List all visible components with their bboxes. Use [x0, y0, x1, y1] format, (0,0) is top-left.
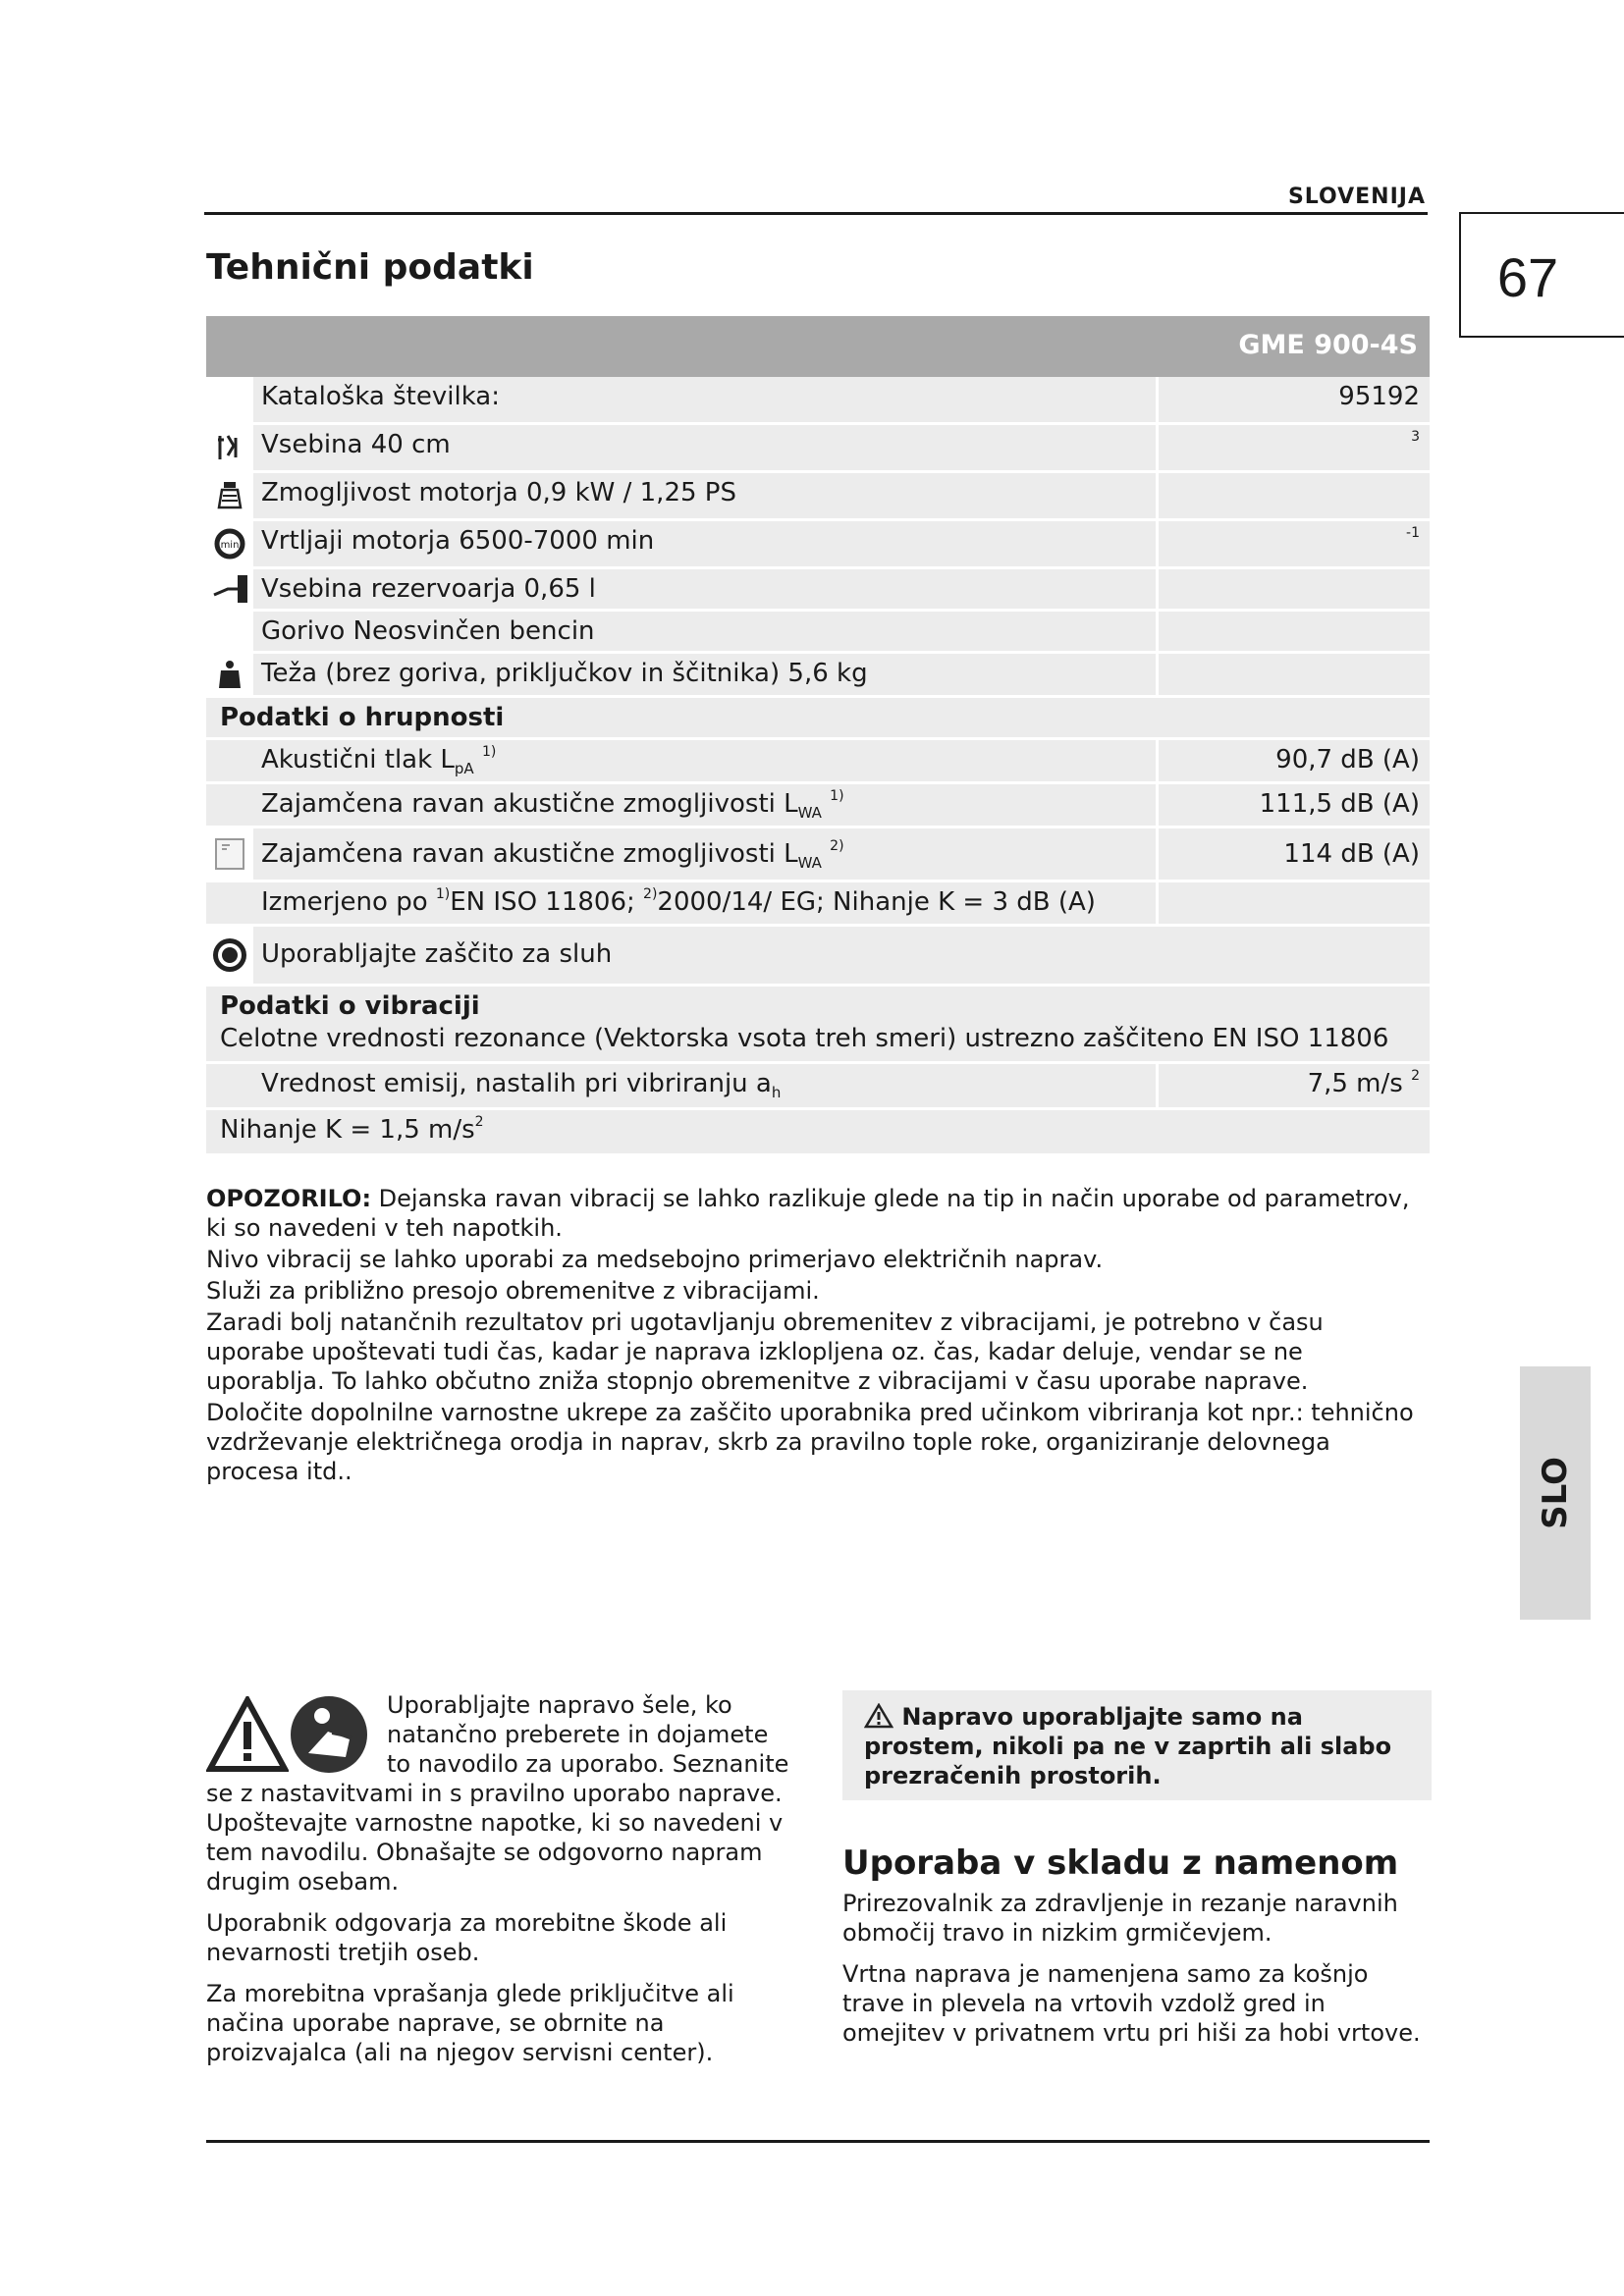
safety-icons: [206, 1690, 379, 1779]
row-label: [253, 784, 1156, 826]
measured-rest: 2000/14/ EG; Nihanje K = 3 dB (A): [657, 887, 1096, 917]
label-sub: WA: [797, 854, 822, 873]
nihanje-label: [206, 1110, 498, 1153]
row-value: 114 dB (A): [1156, 828, 1430, 880]
left-p1: Uporabljajte napravo šele, ko natančno preberete in dojamete to navodilo za uporabo. Seznanite se z nastavitvami in s pravilno uporabo naprave. Upoštevajte varnostne napotke, ki so navedeni v tem navodilu. Obnašajte se odgovorno napram drugim osebam.: [206, 1691, 789, 1896]
tech-data-table: [206, 316, 1430, 1156]
table-row: [206, 1110, 1430, 1156]
measured-sup2: 2): [643, 886, 658, 902]
measured-label: [253, 882, 1156, 924]
row-value: [1156, 569, 1430, 609]
table-row: [206, 473, 1430, 521]
noise-heading: Podatki o hrupnosti: [220, 703, 505, 732]
row-label: Vrtljaji motorja 6500-7000 min: [261, 526, 655, 556]
table-header: [206, 316, 1430, 377]
row-value: [1156, 882, 1430, 924]
warning-label: OPOZORILO:: [206, 1185, 372, 1212]
row-label: Teža (brez goriva, priključkov in ščitnika) 5,6 kg: [261, 659, 868, 688]
label-text: Zajamčena ravan akustične zmogljivosti L: [261, 789, 798, 819]
sound-power-label-icon: [206, 828, 253, 880]
table-row: [206, 784, 1430, 828]
measured-mid: EN ISO 11806;: [450, 887, 644, 917]
label-sup: 1): [481, 744, 497, 760]
row-label: Gorivo Neosvinčen bencin: [261, 616, 595, 646]
read-manual-icon: [289, 1694, 369, 1775]
label-sub: pA: [454, 760, 474, 778]
label-sup: 2): [830, 838, 844, 854]
warning-text: Dejanska ravan vibracij se lahko razlikuje glede na tip in način uporabe od parametrov, ki so navedeni v teh napotkih.: [206, 1185, 1410, 1242]
row-value: [1156, 612, 1430, 651]
section-title: Tehnični podatki: [206, 247, 534, 288]
row-label: Vsebina 40 cm: [261, 430, 451, 459]
table-row: [206, 569, 1430, 612]
row-value: 95192: [1156, 377, 1430, 422]
row-value-sup: 3: [1411, 429, 1420, 445]
label-sub: WA: [797, 804, 822, 823]
table-row: [206, 612, 1430, 654]
label-text: Akustični tlak L: [261, 745, 455, 774]
warning-p2: Nivo vibracij se lahko uporabi za medsebojno primerjavo električnih naprav.: [206, 1246, 1104, 1273]
warning-small-icon: [864, 1703, 893, 1729]
table-row: [206, 882, 1430, 927]
weight-icon: [206, 654, 253, 695]
row-icon-empty: [206, 1064, 253, 1107]
language-tab-text: SLO: [1536, 1457, 1575, 1529]
page-number: 67: [1496, 246, 1559, 308]
table-row: [206, 1064, 1430, 1110]
emission-value: 7,5 m/s: [1307, 1069, 1403, 1098]
left-p3: Za morebitna vprašanja glede priključitve ali načina uporabe naprave, se obrnite na proizvajalca (ali na njegov servisni center).: [206, 1980, 734, 2066]
measured-sup1: 1): [435, 886, 451, 902]
label-text: Zajamčena ravan akustične zmogljivosti L: [261, 839, 798, 869]
vibration-block: [206, 987, 1402, 1061]
noise-heading-row: [206, 698, 1430, 740]
warning-p4: Zaradi bolj natančnih rezultatov pri ugotavljanju obremenitev z vibracijami, je potrebno v času uporabe upoštevati tudi čas, kadar je naprava izklopljena oz. čas, kadar deluje, vendar se ne uporablja. To lahko občutno zniža stopnjo obremenitve z vibracijami v času uporabe naprave.: [206, 1308, 1324, 1395]
callout-content: Napravo uporabljajte samo na prostem, nikoli pa ne v zaprtih ali slabo prezračenih prostorih.: [864, 1703, 1392, 1789]
row-icon-empty: [206, 612, 253, 651]
left-p2: Uporabnik odgovarja za morebitne škode ali nevarnosti tretjih oseb.: [206, 1909, 728, 1966]
row-icon-empty: [206, 882, 253, 924]
table-row: [206, 654, 1430, 698]
warning-p5: Določite dopolnilne varnostne ukrepe za zaščito uporabnika pred učinkom vibriranja kot npr.: tehnično vzdrževanje električnega orodja in naprav, skrb za pravilno tople roke, organiziranje delovnega procesa itd..: [206, 1399, 1414, 1485]
warning-triangle-icon: [206, 1696, 289, 1773]
svg-text:min: min: [220, 540, 240, 551]
table-row: [206, 521, 1430, 569]
row-value: [1156, 1064, 1430, 1107]
warning-section: [206, 1184, 1429, 1486]
row-icon-empty: [206, 740, 253, 781]
row-icon-empty: [206, 784, 253, 826]
row-value-sup: -1: [1406, 525, 1420, 541]
measured-prefix: Izmerjeno po: [261, 887, 436, 917]
model-name: GME 900-4S: [1238, 330, 1418, 360]
row-label: [253, 1064, 1156, 1107]
rpm-icon: [206, 521, 253, 566]
row-value: [1156, 654, 1430, 695]
row-label: Vsebina rezervoarja 0,65 l: [261, 574, 596, 604]
top-rule: [204, 212, 1428, 215]
bottom-rule: [206, 2140, 1430, 2143]
vibration-heading: Podatki o vibraciji: [220, 991, 480, 1021]
table-row: [206, 828, 1430, 882]
hearing-protection-icon: [206, 927, 253, 984]
row-icon-empty: [206, 377, 253, 422]
emission-value-sup: 2: [1411, 1068, 1420, 1084]
vibration-desc: Celotne vrednosti rezonance (Vektorska vsota treh smeri) ustrezno zaščiteno EN ISO 11806: [220, 1023, 1389, 1053]
table-row: [206, 425, 1430, 473]
fuel-tank-icon: [206, 569, 253, 609]
nihanje-text: Nihanje K = 1,5 m/s: [220, 1115, 475, 1145]
cutting-width-icon: [206, 425, 253, 470]
language-tab-label: [1520, 1366, 1591, 1620]
callout-text: [864, 1702, 1414, 1790]
row-value: [1156, 521, 1430, 566]
vibration-heading-row: [206, 987, 1430, 1064]
warning-p1: [206, 1184, 1429, 1243]
row-value: 90,7 dB (A): [1156, 740, 1430, 781]
row-label: Uporabljajte zaščito za sluh: [261, 939, 613, 969]
intended-use-heading: Uporaba v skladu z namenom: [842, 1843, 1399, 1883]
table-row: [206, 740, 1430, 784]
right-p2: Vrtna naprava je namenjena samo za košnjo trave in plevela na vrtovih vzdolž gred in omejitev v privatnem vrtu pri hiši za hobi vrtove.: [842, 1960, 1421, 2047]
row-label: [253, 740, 1156, 781]
label-sub: h: [771, 1084, 782, 1102]
row-label: Kataloška številka:: [261, 382, 500, 411]
country-label: SLOVENIJA: [1287, 185, 1426, 209]
row-label: [253, 828, 1156, 880]
nihanje-sup: 2: [474, 1114, 484, 1130]
row-label: Zmogljivost motorja 0,9 kW / 1,25 PS: [261, 478, 736, 507]
right-column: [842, 1889, 1432, 2059]
table-row: [206, 377, 1430, 425]
row-value: 111,5 dB (A): [1156, 784, 1430, 826]
right-p1: Prirezovalnik za zdravljenje in rezanje naravnih območij travo in nizkim grmičevjem.: [842, 1890, 1398, 1947]
table-row: [206, 927, 1430, 987]
label-text: Vrednost emisij, nastalih pri vibriranju a: [261, 1069, 772, 1098]
row-value: [1156, 425, 1430, 470]
label-sup: 1): [830, 788, 844, 804]
engine-icon: [206, 473, 253, 518]
warning-p3: Služi za približno presojo obremenitve z vibracijami.: [206, 1277, 820, 1305]
left-column: [206, 1690, 795, 2079]
row-value: [1156, 473, 1430, 518]
